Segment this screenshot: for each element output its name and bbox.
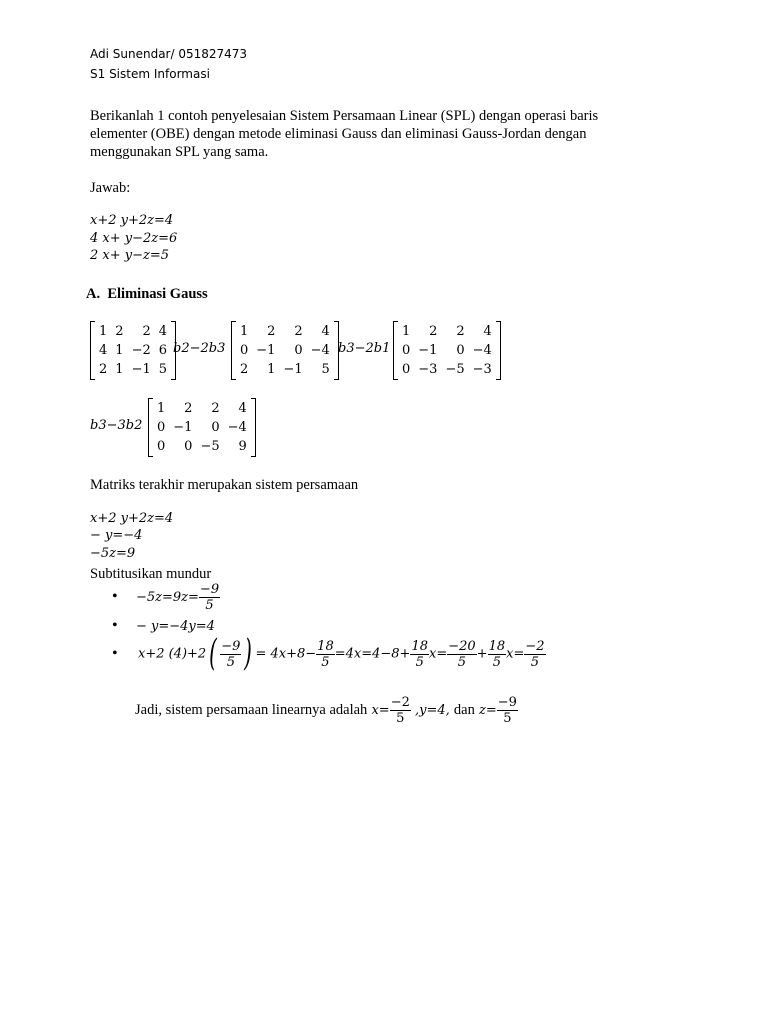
matrix-cell: −5 xyxy=(200,439,220,454)
matrix-cell: 4 xyxy=(483,324,492,339)
matrix-cell: −1 xyxy=(256,343,276,358)
matrix-cell: 4 xyxy=(238,401,247,416)
matrix-cell: 4 xyxy=(99,343,108,358)
matrix-cell: 9 xyxy=(238,439,247,454)
matrix-cell: 0 xyxy=(402,362,411,377)
matrix-cell: 2 xyxy=(211,401,220,416)
matrix-cell: 2 xyxy=(142,324,151,339)
question-line-3: menggunakan SPL yang sama. xyxy=(90,144,269,160)
matrix-cell: 5 xyxy=(321,362,330,377)
matrix-cell: 2 xyxy=(429,324,438,339)
matrix-row xyxy=(153,399,251,418)
section-title: Eliminasi Gauss xyxy=(107,286,208,302)
matrix-row xyxy=(95,341,171,360)
matrix-1 xyxy=(90,321,176,380)
program-line: S1 Sistem Informasi xyxy=(90,67,210,81)
result-intro: Matriks terakhir merupakan sistem persamaan xyxy=(90,477,359,493)
matrix-row xyxy=(236,341,334,360)
result-equation-3: −5z=9 xyxy=(90,546,136,561)
matrix-row xyxy=(236,360,334,379)
equation-1: x+2 y+2z=4 xyxy=(90,213,174,228)
bullet-dot: • xyxy=(112,645,118,662)
matrix-cell: −4 xyxy=(227,420,247,435)
question-line-2: elementer (OBE) dengan metode eliminasi Gauss dan eliminasi Gauss-Jordan dengan xyxy=(90,126,587,142)
matrix-cell: −1 xyxy=(283,362,303,377)
result-equation-2: − y=−4 xyxy=(90,528,143,543)
matrix-cell: 0 xyxy=(157,420,166,435)
matrix-cell: −4 xyxy=(310,343,330,358)
equation-2: 4 x+ y−2z=6 xyxy=(90,231,178,246)
matrix-cell: 1 xyxy=(115,362,124,377)
matrix-cell: 6 xyxy=(158,343,168,358)
matrix-cell: 1 xyxy=(240,324,249,339)
matrix-cell: −1 xyxy=(173,420,193,435)
section-a-heading xyxy=(86,285,208,303)
matrix-cell: 0 xyxy=(294,343,303,358)
equation-3: 2 x+ y−z=5 xyxy=(90,248,170,263)
bullet-2: − y=−4y=4 xyxy=(136,619,215,634)
matrix-cell: 4 xyxy=(158,324,168,339)
matrix-cell: −5 xyxy=(445,362,465,377)
matrix-row xyxy=(95,360,171,379)
matrix-cell: 0 xyxy=(184,439,193,454)
matrix-cell: 0 xyxy=(211,420,220,435)
matrix-cell: 4 xyxy=(321,324,330,339)
matrix-cell: 2 xyxy=(184,401,193,416)
question-line-1: Berikanlah 1 contoh penyelesaian Sistem Persamaan Linear (SPL) dengan operasi baris xyxy=(90,108,599,124)
matrix-cell: 1 xyxy=(402,324,411,339)
matrix-cell: 2 xyxy=(294,324,303,339)
matrix-cell: −3 xyxy=(472,362,492,377)
matrix-cell: −2 xyxy=(131,343,151,358)
matrix-cell: 1 xyxy=(99,324,108,339)
matrix-row xyxy=(153,437,251,456)
substitution-label: Subtitusikan mundur xyxy=(90,566,212,582)
conclusion: Jadi, sistem persamaan linearnya adalah x= $\frac{-2}{5}$ ,y=4, dan z= $\frac{-9}{5}$ xyxy=(135,695,517,726)
matrix-cell: −1 xyxy=(418,343,438,358)
matrix-3 xyxy=(393,321,501,380)
section-letter: A. xyxy=(86,286,101,302)
bullet-1: −5z=9z= $\frac{-9}{5}$ xyxy=(136,582,220,613)
matrix-cell: 2 xyxy=(99,362,108,377)
matrix-cell: 0 xyxy=(157,439,166,454)
author-line: Adi Sunendar/ 051827473 xyxy=(90,47,248,61)
matrix-row xyxy=(153,418,251,437)
matrix-cell: 5 xyxy=(158,362,168,377)
row-operation-1: b2−2b3 xyxy=(173,341,226,356)
row-operation-3: b3−3b2 xyxy=(90,418,143,433)
result-equation-1: x+2 y+2z=4 xyxy=(90,511,174,526)
answer-label: Jawab: xyxy=(90,180,131,196)
matrix-cell: 1 xyxy=(115,343,124,358)
row-operation-2: b3−2b1 xyxy=(338,341,391,356)
matrix-4 xyxy=(148,398,256,457)
matrix-cell: 0 xyxy=(402,343,411,358)
matrix-row xyxy=(398,341,496,360)
bullet-dot: • xyxy=(112,617,118,634)
matrix-cell: 0 xyxy=(240,343,249,358)
matrix-cell: −3 xyxy=(418,362,438,377)
matrix-row xyxy=(398,322,496,341)
matrix-cell: 2 xyxy=(115,324,124,339)
matrix-cell: 1 xyxy=(267,362,276,377)
matrix-cell: 2 xyxy=(240,362,249,377)
matrix-cell: −4 xyxy=(472,343,492,358)
matrix-cell: −1 xyxy=(131,362,151,377)
matrix-cell: 1 xyxy=(157,401,166,416)
matrix-row xyxy=(398,360,496,379)
bullet-3: x+2 (4)+2( $\frac{-9}{5}$ ) = 4x+8− $\frac{18}{5}$ =4x=4−8+ $\frac{18}{5}$ x= $\frac{-20}{5}$ + $\frac{18}{5}$ x= $\frac{-2}{5}$ xyxy=(138,633,545,674)
matrix-cell: 0 xyxy=(456,343,465,358)
matrix-row xyxy=(236,322,334,341)
matrix-row xyxy=(95,322,171,341)
matrix-cell: 2 xyxy=(456,324,465,339)
bullet-dot: • xyxy=(112,588,118,605)
matrix-2 xyxy=(231,321,339,380)
matrix-cell: 2 xyxy=(267,324,276,339)
